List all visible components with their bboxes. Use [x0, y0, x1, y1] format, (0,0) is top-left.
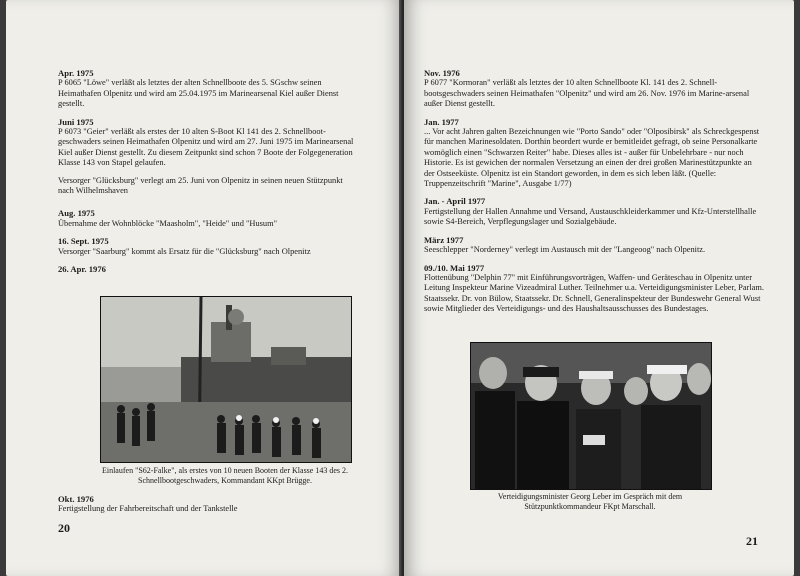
- entry-jan-april-1977: [424, 196, 764, 227]
- page-number-left: 20: [58, 521, 70, 535]
- entry-date: 09./10. Mai 1977: [424, 262, 485, 273]
- entry-glucksburg: [58, 176, 358, 197]
- entry-text: P 6073 "Geier" verläßt als erstes der 10 alten S-Boot Kl 141 des 2. Schnellboot-geschwaders seinen Heimathafen Olpenitz und wird am 27. Juni 1975 im Marinearsenal Kiel außer Dienst gestellt. Zu diesem Zeitpunkt sind schon 7 Boote der Folgegeneration Klasse 143 von Stapel gelaufen.: [58, 127, 354, 168]
- entry-date: 16. Sept. 1975: [58, 236, 109, 247]
- entry-text: Übernahme der Wohnblöcke "Maasholm", "Heide" und "Husum": [58, 218, 278, 228]
- ship-photo: [100, 296, 352, 463]
- entry-date: Jan. - April 1977: [424, 196, 486, 207]
- entry-maerz-1977: [424, 235, 764, 256]
- left-page: [6, 0, 402, 576]
- right-page: [404, 0, 794, 576]
- entry-text: Fertigstellung der Fahrbereitschaft und der Tankstelle: [58, 504, 238, 514]
- entry-sept-1975: [58, 236, 358, 257]
- meeting-photo: [470, 342, 712, 490]
- entry-text: P 6077 "Kormoran" verläßt als letztes der 10 alten Schnellboote Kl. 141 des 2. Schnell-bootsgeschwaders seinen Heimathafen "Olpenitz" und wird am 26. Nov. 1976 im Marine-arsenal außer Dienst gestellt.: [424, 78, 750, 109]
- entry-date: Aug. 1975: [58, 208, 95, 219]
- entry-apr-1975: [58, 68, 358, 110]
- entry-date: Jan. 1977: [424, 116, 459, 127]
- right-text-block: [424, 68, 764, 322]
- entry-date: März 1977: [424, 234, 464, 245]
- meeting-photo-caption: Verteidigungsminister Georg Leber im Gespräch mit dem Stützpunktkommandeur FKpt Marschall.: [497, 492, 683, 511]
- entry-date: Juni 1975: [58, 116, 94, 127]
- ship-photo-caption: Einlaufen "S62-Falke", als erstes von 10 neuen Booten der Klasse 143 des 2. Schnellbootgeschwaders, Kommandant KKpt Brügge.: [101, 466, 349, 485]
- entry-date: Apr. 1975: [58, 68, 94, 78]
- page-number-right: 21: [746, 534, 758, 548]
- entry-jan-1977: [424, 117, 764, 190]
- entry-text: Versorger "Saarburg" kommt als Ersatz für die "Glücksburg" nach Olpenitz: [58, 246, 311, 256]
- entry-date: Nov. 1976: [424, 68, 460, 78]
- entry-mai-1977: [424, 263, 764, 315]
- entry-aug-1975: [58, 208, 358, 229]
- entry-apr-1976: [58, 264, 358, 274]
- entry-text: P 6065 "Löwe" verläßt als letztes der alten Schnellboote des 5. SGschw seinen Heimathafen Olpenitz und wird am 25.04.1975 im Marinearsenal Kiel außer Dienst gestellt.: [58, 78, 339, 109]
- entry-nov-1976: [424, 68, 764, 110]
- entry-date: 26. Apr. 1976: [58, 264, 106, 275]
- entry-date: Okt. 1976: [58, 494, 94, 504]
- entry-text: ... Vor acht Jahren galten Bezeichnungen wie "Porto Sando" oder "Olposibirsk" als Schreckgespenst für manchen Marinesoldaten. Dorthin beordert wurde er bemitleidet gefragt, ob seine Personalkarte womöglich einen "Schwarzen Reiter" habe. Dieses alles ist - außer für Unbelehrbare - nur noch Historie. Es ist gewichen der normalen Versetzung an einen der drei großen Marinestützpunkte an der Ostseeküste. Olpenitz ist ein Standort geworden, in dem es sich leben läßt. (Quelle: Truppenzeitschrift "Marine", Ausgabe 1/77): [424, 127, 760, 189]
- entry-text: Versorger "Glücksburg" verlegt am 25. Juni von Olpenitz in seinen neuen Stützpunkt nach Wilhelmshaven: [58, 175, 343, 196]
- entry-text: Fertigstellung der Hallen Annahme und Versand, Austauschkleiderkammer und Kfz-Unterstellhalle sowie S4-Bereich, Verpflegungslager und Sozialgebäude.: [424, 206, 757, 227]
- entry-okt-1976: [58, 494, 358, 515]
- entry-text: Flottenübung "Delphin 77" mit Einführungsvorträgen, Waffen- und Geräteschau in Olpenitz unter Leitung Inspekteur Marine Vizeadmiral Luther. Teilnehmer u.a. Verteidigungsminister Leber, Parlam. Staatssekr. Dr. von Bülow, Staatssekr. Dr. Schnell, Generalinspekteur der Bundeswehr General Wust sowie Mitglieder des Verteidigungs- und des Haushaltsausschusses des Bundestages.: [424, 272, 764, 314]
- left-text-block: [58, 68, 358, 282]
- entry-juni-1975: [58, 117, 358, 169]
- entry-text: Seeschlepper "Norderney" verlegt im Austausch mit der "Langeoog" nach Olpenitz.: [424, 245, 706, 255]
